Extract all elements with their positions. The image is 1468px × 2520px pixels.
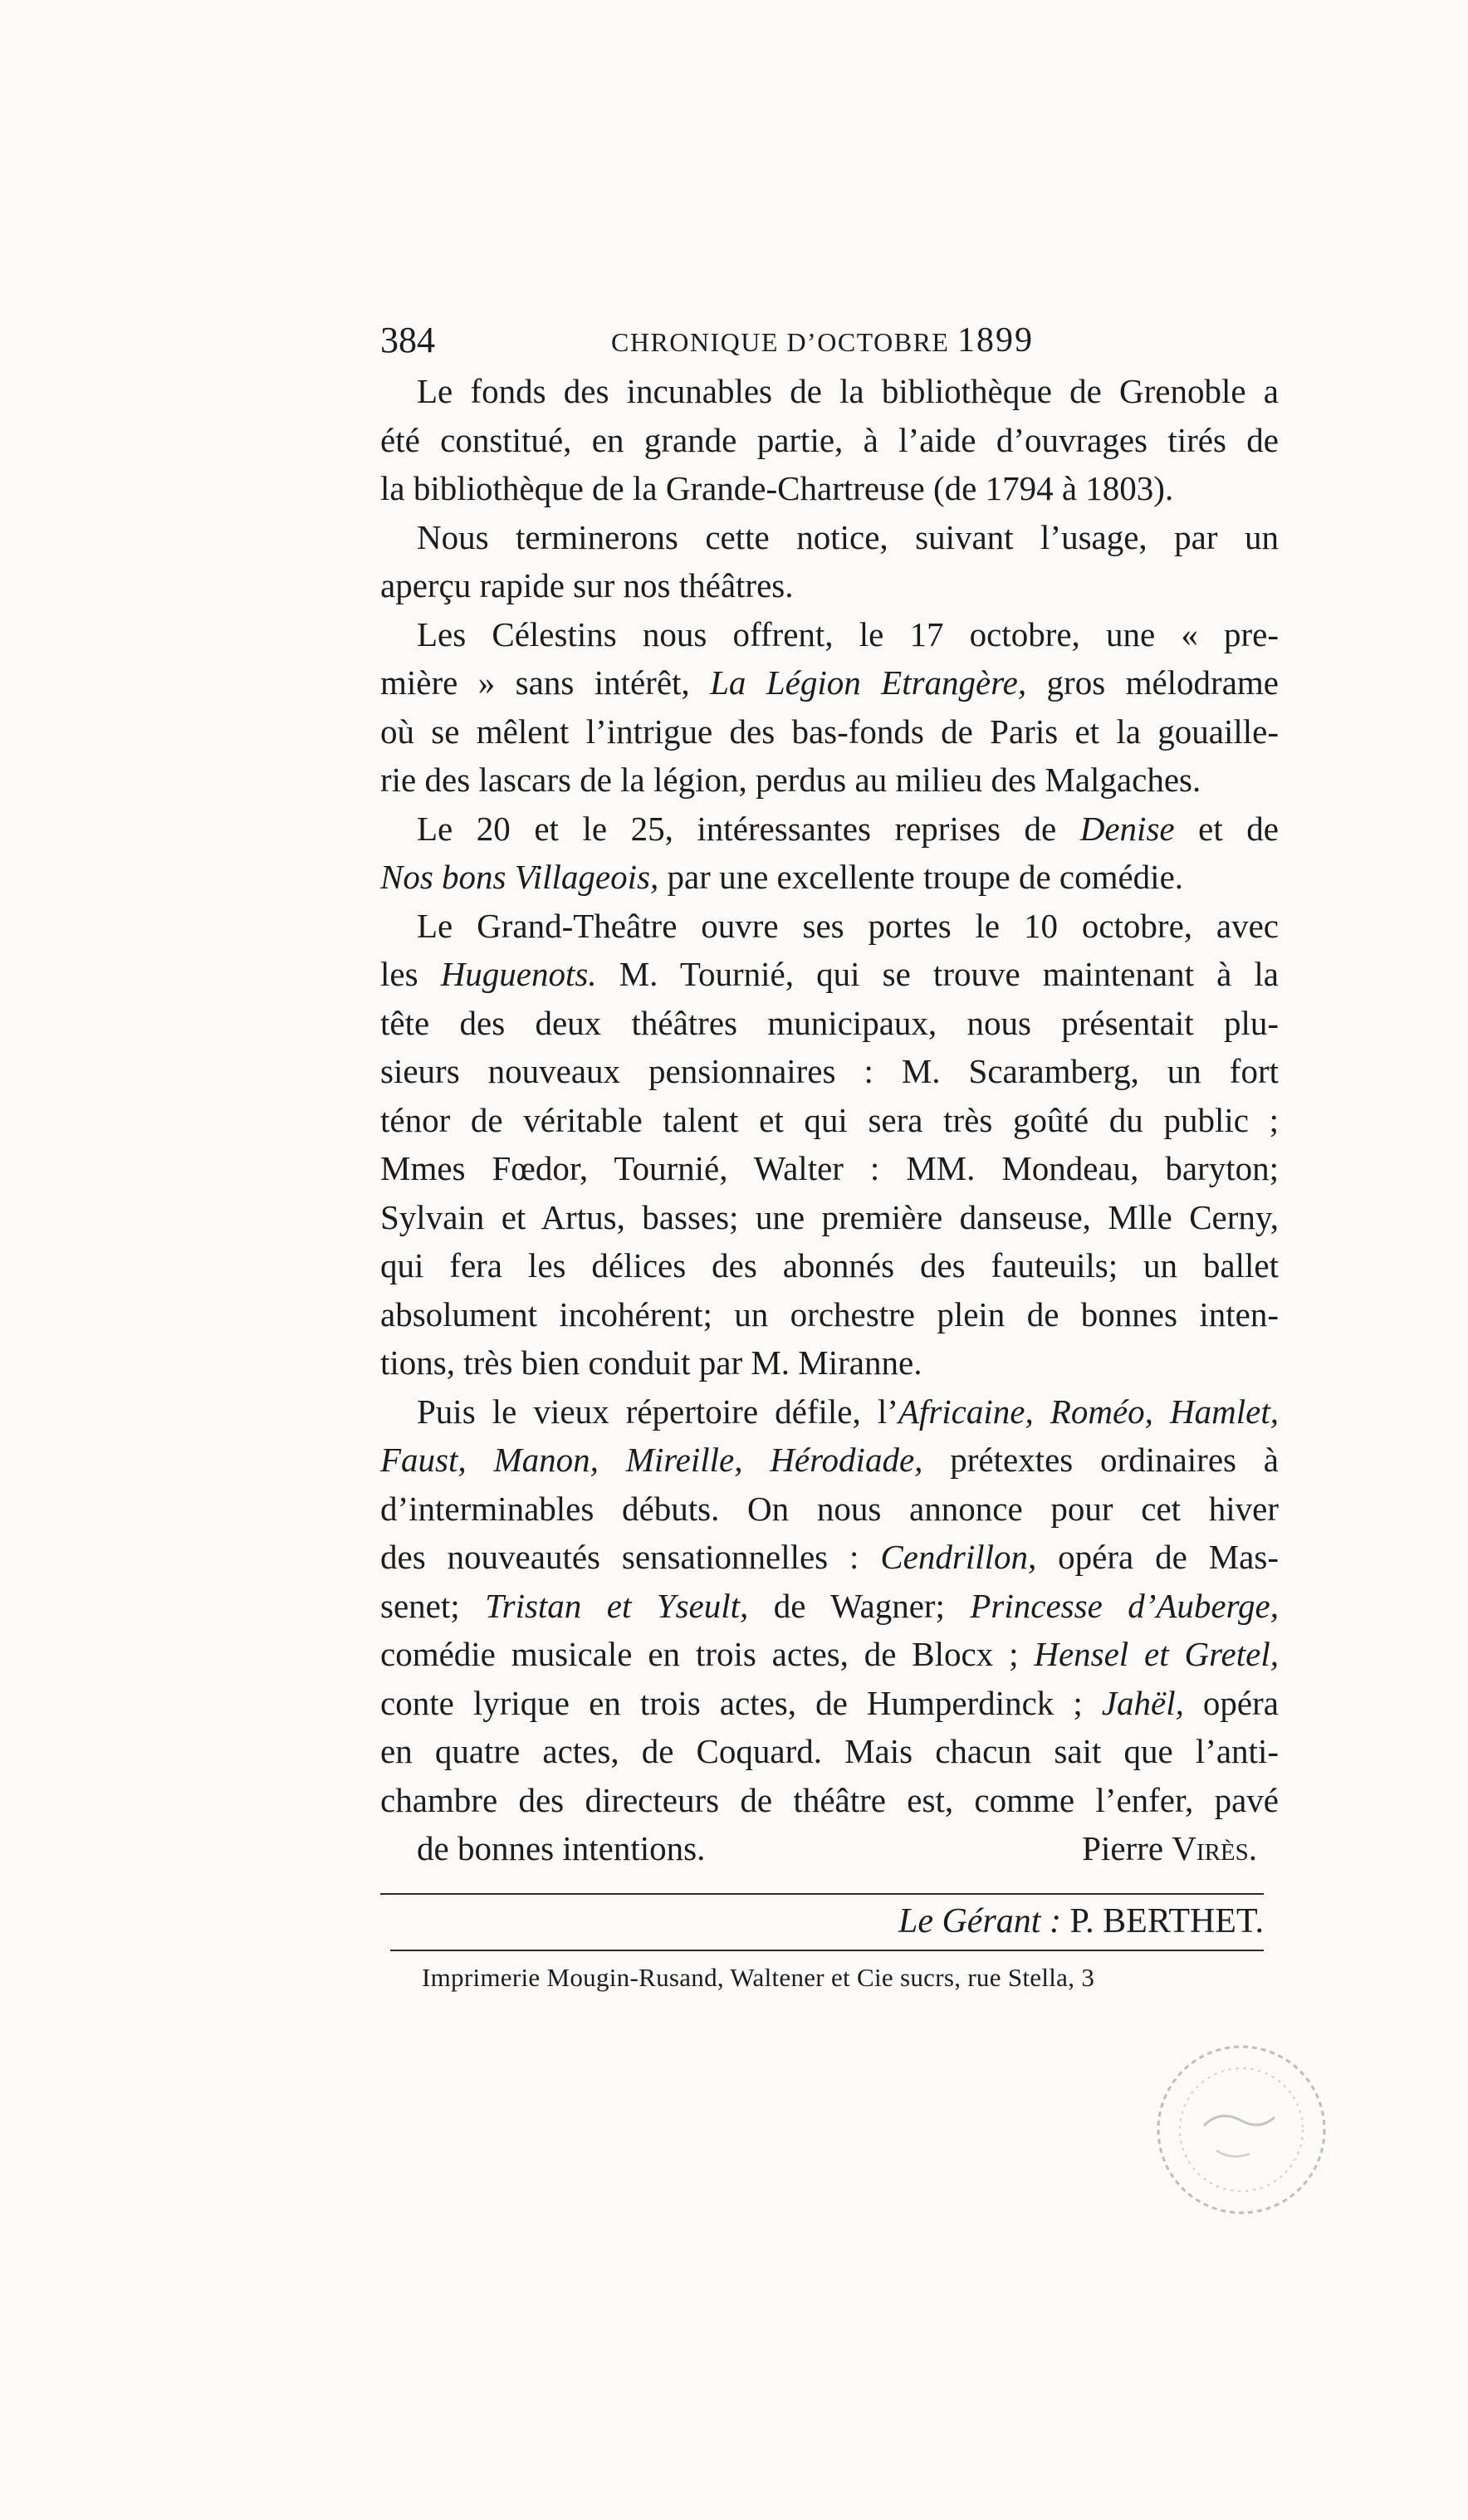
paragraph: [380, 367, 1279, 513]
text-line: [380, 464, 1279, 513]
text-line: [380, 1193, 1279, 1242]
italic-title: Faust, Manon, Mireille, Hérodiade,: [380, 1441, 923, 1479]
text-line: [380, 999, 1279, 1048]
text-line: [380, 950, 1279, 999]
author-signature: [1045, 1824, 1257, 1873]
text-line: [380, 1533, 1279, 1582]
text-line: [380, 367, 1279, 416]
paragraph: [380, 902, 1279, 1387]
text-segment: de Wagner;: [748, 1586, 971, 1625]
text-segment: aperçu rapide sur nos théâtres.: [380, 566, 794, 604]
text-line: [380, 1776, 1279, 1825]
text-segment: gros mélodrame: [1026, 663, 1279, 702]
text-line: [380, 1679, 1279, 1728]
text-segment: en quatre actes, de Coquard. Mais chacun sait que l’anti-: [380, 1732, 1279, 1770]
text-segment: opéra: [1183, 1683, 1279, 1722]
text-segment: comédie musicale en trois actes, de Blocx ;: [380, 1635, 1035, 1673]
text-segment: Mmes Fœdor, Tournié, Walter : MM. Mondeau, baryton;: [380, 1149, 1279, 1187]
paragraph: [380, 805, 1279, 902]
italic-title: Jahël,: [1101, 1683, 1184, 1722]
italic-title: Nos bons Villageois,: [380, 858, 659, 896]
text-line: [380, 756, 1279, 805]
text-segment: absolument incohérent; un orchestre plein de bonnes inten-: [380, 1294, 1279, 1333]
running-title-text: CHRONIQUE D’OCTOBRE: [611, 327, 950, 357]
page-text: [380, 314, 1279, 1873]
text-line: [380, 658, 1279, 707]
gerant-name: P. BERTHET.: [1069, 1902, 1264, 1940]
imprint-line: Imprimerie Mougin-Rusand, Waltener et Cie sucrs, rue Stella, 3: [422, 1963, 1095, 1992]
text-segment: sieurs nouveaux pensionnaires : M. Scaramberg, un fort: [380, 1052, 1279, 1090]
running-title-year: 1899: [957, 321, 1034, 360]
signature-line: [380, 1824, 1279, 1873]
text-segment: chambre des directeurs de théâtre est, comme l’enfer, pavé: [380, 1780, 1279, 1819]
text-segment: M. Tournié, qui se trouve maintenant à la: [596, 955, 1280, 993]
text-segment: mière » sans intérêt,: [380, 663, 711, 702]
text-line: [380, 416, 1279, 465]
library-stamp-icon: [1146, 2034, 1337, 2225]
text-line: [380, 1630, 1279, 1679]
text-line: [380, 1485, 1279, 1534]
text-segment: conte lyrique en trois actes, de Humperdinck ;: [380, 1683, 1102, 1722]
author-last-name: Virès.: [1172, 1829, 1257, 1867]
text-line: [380, 1241, 1279, 1290]
text-segment: Le 20 et le 25, intéressantes reprises de: [417, 809, 1080, 848]
italic-title: Denise: [1079, 809, 1175, 848]
text-segment: d’interminables débuts. On nous annonce pour cet hiver: [380, 1489, 1279, 1528]
text-line: [380, 1047, 1279, 1096]
text-segment: rie des lascars de la légion, perdus au milieu des Malgaches.: [380, 761, 1201, 799]
text-line: [380, 1387, 1279, 1436]
text-line: [380, 853, 1279, 902]
rule-top: [380, 1893, 1264, 1895]
text-line: [380, 1582, 1279, 1631]
page-number: 384: [380, 320, 435, 360]
text-segment: la bibliothèque de la Grande-Chartreuse (de 1794 à 1803).: [380, 469, 1174, 507]
text-segment: Sylvain et Artus, basses; une première danseuse, Mlle Cerny,: [380, 1197, 1279, 1236]
italic-title: Hensel et Gretel,: [1034, 1635, 1279, 1673]
text-line: [380, 1144, 1279, 1193]
gerant-label: Le Gérant :: [898, 1902, 1061, 1940]
text-segment: et de: [1174, 809, 1279, 848]
italic-title: La Légion Etrangère,: [710, 663, 1027, 702]
text-segment: par une excellente troupe de comédie.: [658, 858, 1184, 896]
body-text: [380, 367, 1279, 1873]
text-segment: les: [380, 955, 441, 993]
text-line: [380, 805, 1279, 854]
text-segment: des nouveautés sensationnelles :: [380, 1538, 881, 1576]
text-segment: été constitué, en grande partie, à l’aide d’ouvrages tirés de: [380, 420, 1279, 459]
closing-text: de bonnes intentions.: [417, 1829, 706, 1867]
italic-title: Africaine, Roméo, Hamlet,: [898, 1392, 1279, 1431]
text-line: [380, 610, 1279, 659]
italic-title: Huguenots.: [440, 955, 597, 993]
text-segment: Le Grand-Theâtre ouvre ses portes le 10 octobre, avec: [417, 906, 1279, 945]
running-head: [380, 314, 1279, 367]
author-first-name: Pierre: [1082, 1829, 1164, 1867]
text-line: [380, 561, 1279, 610]
italic-title: Tristan et Yseult,: [485, 1586, 749, 1625]
text-segment: senet;: [380, 1586, 486, 1625]
text-segment: Nous terminerons cette notice, suivant l’usage, par un: [417, 517, 1279, 556]
text-segment: où se mêlent l’intrigue des bas-fonds de Paris et la gouaille-: [380, 712, 1279, 751]
text-line: [380, 513, 1279, 562]
paragraph: [380, 1387, 1279, 1873]
text-segment: tions, très bien conduit par M. Miranne.: [380, 1343, 922, 1382]
paragraph: [380, 610, 1279, 805]
text-line: [380, 1727, 1279, 1776]
text-line: [380, 707, 1279, 756]
paragraph: [380, 513, 1279, 610]
italic-title: Princesse d’Auberge,: [970, 1586, 1279, 1625]
italic-title: Cendrillon,: [880, 1538, 1037, 1576]
text-segment: ténor de véritable talent et qui sera très goûté du public ;: [380, 1100, 1279, 1139]
text-line: [380, 1290, 1279, 1339]
text-segment: tête des deux théâtres municipaux, nous présentait plu-: [380, 1003, 1279, 1042]
text-line: [380, 902, 1279, 951]
rule-bottom: [390, 1950, 1264, 1951]
text-segment: qui fera les délices des abonnés des fauteuils; un ballet: [380, 1246, 1279, 1284]
text-segment: Puis le vieux répertoire défile, l’: [417, 1392, 898, 1431]
running-title: [611, 314, 1034, 369]
text-segment: opéra de Mas-: [1036, 1538, 1279, 1576]
text-line: [380, 1338, 1279, 1387]
text-segment: prétextes ordinaires à: [922, 1441, 1280, 1479]
text-segment: Le fonds des incunables de la bibliothèque de Grenoble a: [417, 372, 1279, 410]
text-segment: Les Célestins nous offrent, le 17 octobre, une « pre-: [417, 614, 1279, 653]
text-line: [380, 1436, 1279, 1485]
text-line: [380, 1096, 1279, 1145]
gerant-line: [380, 1898, 1264, 1945]
